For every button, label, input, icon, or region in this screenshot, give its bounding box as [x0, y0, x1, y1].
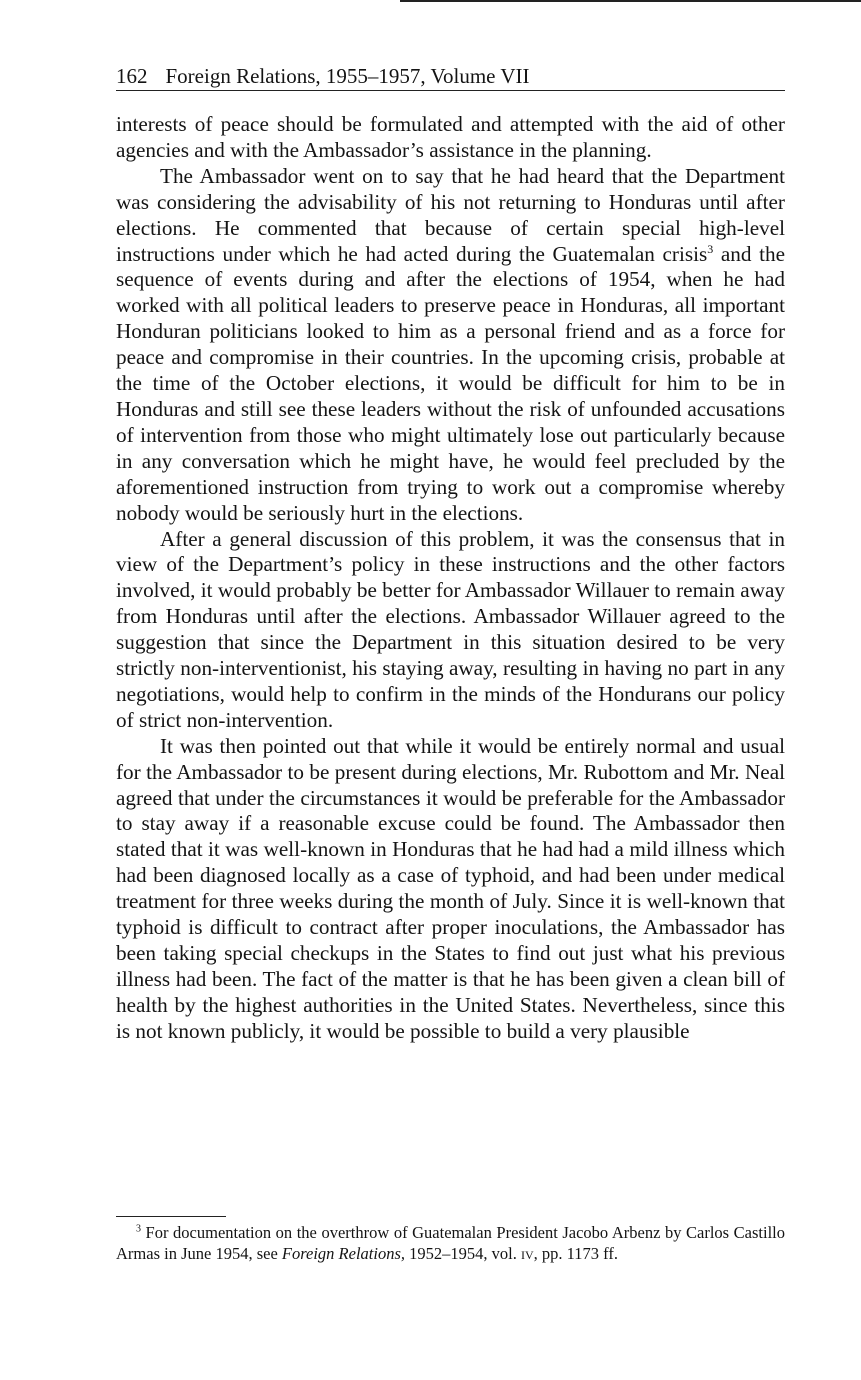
footnote-citation-title: Foreign Relations, — [281, 1244, 406, 1263]
footnote-divider — [116, 1216, 226, 1217]
paragraph-2-part-b: and the sequence of events during and after the elections of 1954, when he had worked with all political leaders to preserve peace in Honduras, all important Honduran politicians looked to him as a personal friend and as a force for peace and compromise in their countries. In the upcoming crisis, probable at the time of the October elections, it would be difficult for him to be in Honduras and still see these leaders without the risk of unfounded accusations of intervention from those who might ultimately lose out particularly because in any conversation which he might have, he would feel precluded by the aforementioned instruction from trying to work out a compromise whereby nobody would be seriously hurt in the elections. — [116, 241, 785, 525]
footnote-volume: iv — [520, 1244, 534, 1263]
footnote-marker: 3 — [136, 1223, 141, 1235]
volume-title: Foreign Relations, 1955–1957, Volume VII — [165, 64, 530, 88]
paragraph-1: interests of peace should be formulated and attempted with the aid of other agencies and with the Ambassador’s assistance in the planning. — [116, 112, 785, 162]
footnote — [116, 1222, 785, 1264]
page-number: 162 — [116, 64, 148, 88]
footnote-text-1: For documentation on the overthrow of Guatemalan President Jacobo Arbenz by Carlos Castillo Armas in June 1954, see — [116, 1223, 785, 1263]
top-edge-rule — [400, 0, 861, 2]
footnote-text-3: , pp. 1173 ff. — [533, 1244, 618, 1263]
main-text — [116, 112, 785, 1045]
paragraph-4: It was then pointed out that while it would be entirely normal and usual for the Ambassador to be present during elections, Mr. Rubottom and Mr. Neal agreed that under the circumstances it would be preferable for the Ambassador to stay away if a reasonable excuse could be found. The Ambassador then stated that it was well-known in Honduras that he had had a mild illness which had been diagnosed locally as a case of typhoid, and had been under medical treatment for three weeks during the month of July. Since it is well-known that typhoid is difficult to contract after proper inoculations, the Ambassador has been taking special checkups in the States to find out just what his previous illness had been. The fact of the matter is that he has been given a clean bill of health by the highest authorities in the United States. Nevertheless, since this is not known publicly, it would be possible to build a very plausible — [116, 733, 785, 1043]
footnote-reference[interactable]: 3 — [707, 241, 714, 256]
running-head — [116, 62, 785, 91]
footnote-text-2: 1952–1954, vol. — [405, 1244, 521, 1263]
paragraph-2-part-a: The Ambassador went on to say that he had heard that the Department was considering the advisability of his not returning to Honduras until after elections. He commented that because of certain special high-level instructions under which he had acted during the Guatemalan crisis — [116, 163, 785, 266]
paragraph-3: After a general discussion of this problem, it was the consensus that in view of the Department’s policy in these instructions and the other factors involved, it would probably be better for Ambassador Willauer to remain away from Honduras until after the elections. Ambassador Willauer agreed to the suggestion that since the Department in this situation desired to be very strictly non-interventionist, his staying away, resulting in having no part in any negotiations, would help to confirm in the minds of the Hondurans our policy of strict non-intervention. — [116, 526, 785, 732]
paragraph-2 — [116, 164, 785, 527]
